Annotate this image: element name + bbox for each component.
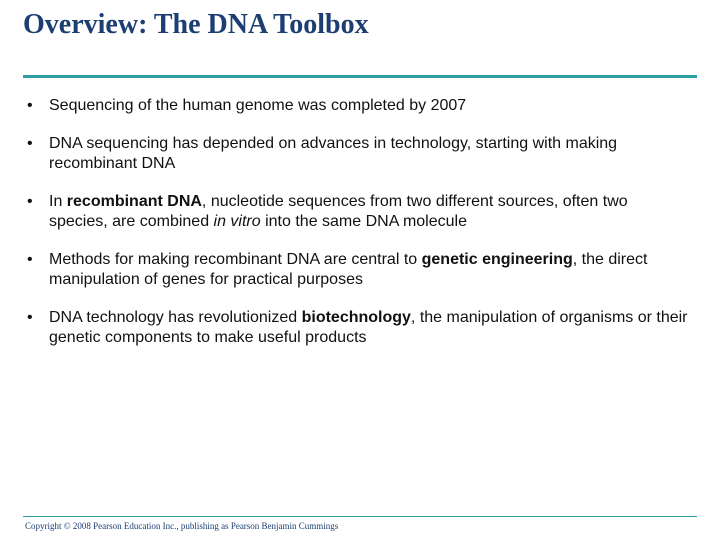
key-term-biotechnology: biotechnology bbox=[301, 309, 411, 326]
bullet-text: , nucleotide sequences from two different sources, often two species, are combined bbox=[49, 193, 628, 230]
bullet-text: into the same DNA molecule bbox=[260, 213, 467, 230]
bullet-dot: • bbox=[27, 135, 33, 152]
bullet-list bbox=[0, 96, 720, 366]
bullet-dot: • bbox=[27, 309, 33, 326]
bullet-text: In bbox=[49, 193, 67, 210]
copyright-notice: Copyright © 2008 Pearson Education Inc., publishing as Pearson Benjamin Cummings bbox=[25, 521, 339, 531]
bullet-item bbox=[0, 192, 720, 232]
bullet-item bbox=[0, 308, 720, 348]
bullet-text: DNA technology has revolutionized bbox=[49, 309, 302, 326]
bullet-text: , the direct manipulation of genes for practical purposes bbox=[49, 251, 648, 288]
bullet-item bbox=[0, 134, 720, 174]
bullet-dot: • bbox=[27, 251, 33, 268]
bullet-text: Methods for making recombinant DNA are central to bbox=[49, 251, 422, 268]
key-term-recombinant-dna: recombinant DNA bbox=[66, 193, 202, 210]
bullet-dot: • bbox=[27, 193, 33, 210]
bullet-item bbox=[0, 250, 720, 290]
title-divider bbox=[23, 75, 697, 78]
bullet-text: Sequencing of the human genome was completed by 2007 bbox=[49, 97, 467, 114]
bullet-dot: • bbox=[27, 97, 33, 114]
bullet-item bbox=[0, 96, 720, 116]
italic-in-vitro: in vitro bbox=[213, 213, 261, 230]
bullet-text: , the manipulation of organisms or their genetic components to make useful products bbox=[49, 309, 688, 346]
key-term-genetic-engineering: genetic engineering bbox=[421, 251, 573, 268]
bullet-text: DNA sequencing has depended on advances in technology, starting with making recombinant DNA bbox=[49, 135, 618, 172]
slide-title: Overview: The DNA Toolbox bbox=[23, 9, 369, 40]
footer-divider bbox=[23, 516, 697, 517]
